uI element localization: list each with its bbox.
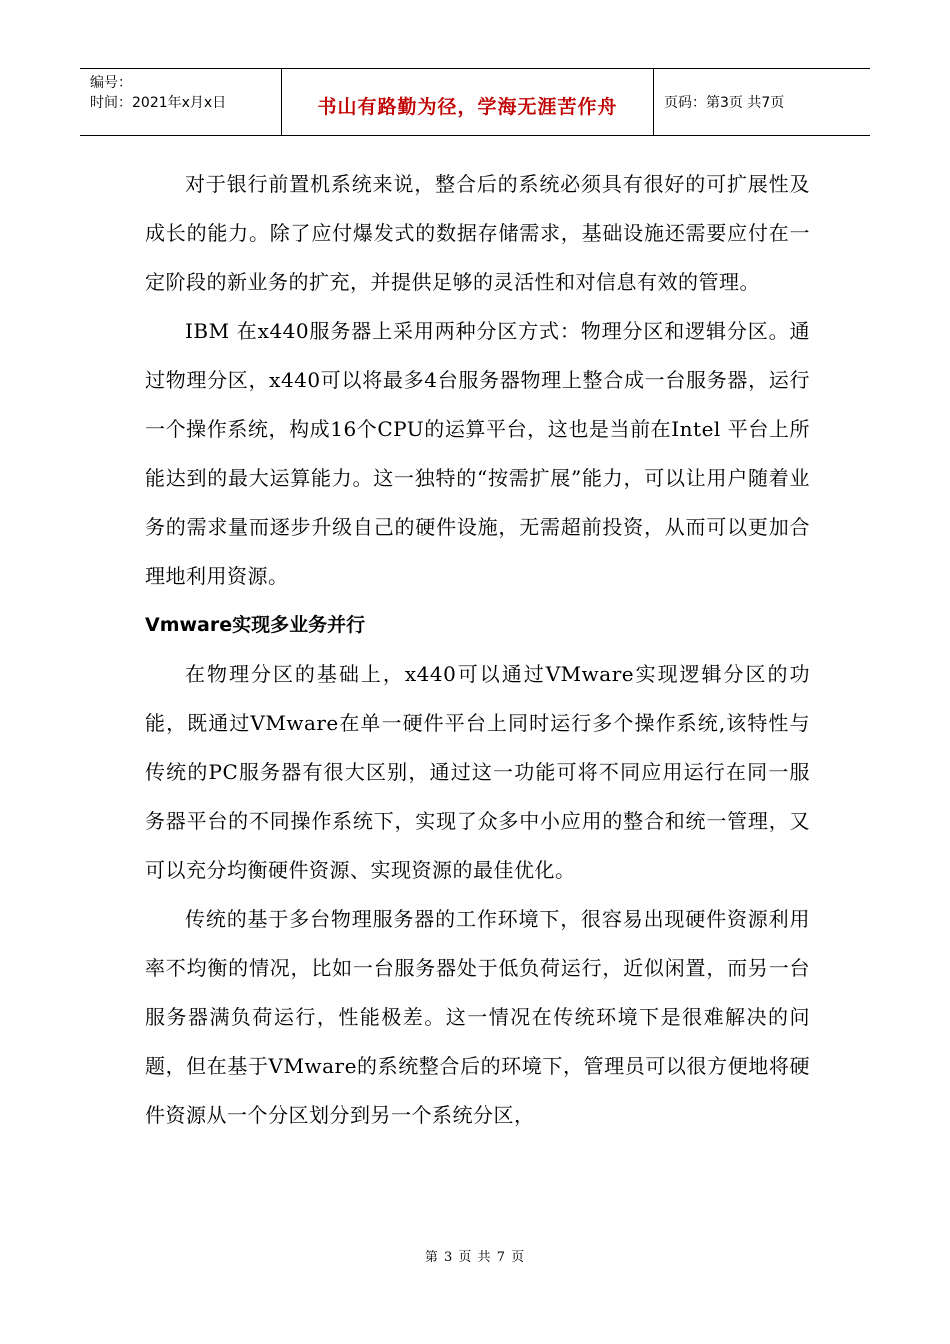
section-heading: Vmware实现多业务并行 — [145, 614, 366, 636]
document-date: 时间：2021年x月x日 — [90, 95, 227, 111]
header-meta — [80, 69, 282, 135]
paragraph: IBM 在x440服务器上采用两种分区方式：物理分区和逻辑分区。通过物理分区，x440可以将最多4台服务器物理上整合成一台服务器，运行一个操作系统，构成16个CPU的运算平台，这也是当前在Intel 平台上所能达到的最大运算能力。这一独特的“按需扩展”能力，可以让用户随着业务的需求量而逐步升级自己的硬件设施，无需超前投资，从而可以更加合理地利用资源。 — [145, 319, 810, 588]
header-motto: 书山有路勤为径，学海无涯苦作舟 — [317, 95, 618, 118]
document-body — [145, 160, 810, 1140]
header-page-info: 页码：第3页 共7页 — [664, 95, 785, 111]
document-number-label: 编号： — [90, 75, 132, 91]
header-motto-cell — [282, 69, 654, 135]
page-footer: 第 3 页 共 7 页 — [424, 1250, 526, 1265]
paragraph: 对于银行前置机系统来说，整合后的系统必须具有很好的可扩展性及成长的能力。除了应付爆发式的数据存储需求，基础设施还需要应付在一定阶段的新业务的扩充，并提供足够的灵活性和对信息有效的管理。 — [145, 172, 810, 294]
document-header — [80, 68, 870, 136]
paragraph: 传统的基于多台物理服务器的工作环境下，很容易出现硬件资源利用率不均衡的情况，比如一台服务器处于低负荷运行，近似闲置，而另一台服务器满负荷运行，性能极差。这一情况在传统环境下是很难解决的问题，但在基于VMware的系统整合后的环境下，管理员可以很方便地将硬件资源从一个分区划分到另一个系统分区， — [145, 907, 810, 1127]
paragraph: 在物理分区的基础上，x440可以通过VMware实现逻辑分区的功能，既通过VMware在单一硬件平台上同时运行多个操作系统,该特性与传统的PC服务器有很大区别，通过这一功能可将不同应用运行在同一服务器平台的不同操作系统下，实现了众多中小应用的整合和统一管理，又可以充分均衡硬件资源、实现资源的最佳优化。 — [145, 662, 810, 882]
header-page-cell — [654, 69, 870, 135]
